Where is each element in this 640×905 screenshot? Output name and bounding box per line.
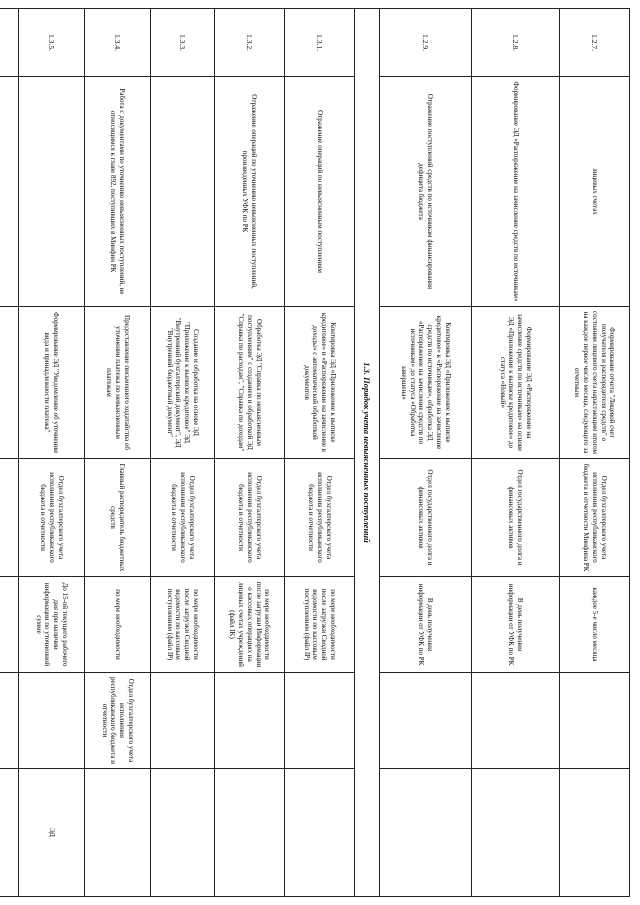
form	[380, 769, 472, 897]
receiver	[0, 673, 19, 769]
form	[85, 769, 151, 897]
row-number: 1.2.7.	[560, 9, 630, 77]
term: по мере необходимости после загрузки Информации о кассовых операциях на лицевых счетах учреждений (файл IK)	[215, 577, 285, 673]
row-number	[0, 9, 19, 77]
row-number: 1.2.9.	[380, 9, 472, 77]
receiver	[215, 673, 285, 769]
term: До 15-ой текущего рабочего дня при наличии информации по уточненной сумме	[19, 577, 85, 673]
term: В день получения информации от УФК по РК	[380, 577, 472, 673]
operation-name	[151, 77, 215, 307]
table-row	[151, 9, 215, 897]
procedure-table-body	[0, 9, 630, 897]
row-number: 1.3.4.	[85, 9, 151, 77]
form: ЭД	[19, 769, 85, 897]
operation-description: Формирование ЭД «Распоряжение на зачисление средств по источникам» на основе ЭД «Приложение к выписке кредитовое» до статуса «Новый»	[472, 307, 560, 459]
table-row	[215, 9, 285, 897]
operation-description: Формирование отчета "Лицевой счет получателя и распорядителя средств" о состоянии лицевого счета нарастающим итогом на каждое первое число месяца, следующего за отчетным	[560, 307, 630, 459]
receiver	[380, 673, 472, 769]
table-row	[560, 9, 630, 897]
executor: Отдел государственного долга и финансовых активов	[472, 459, 560, 577]
receiver	[472, 673, 560, 769]
table-row	[285, 9, 355, 897]
row-number: 1.3.5.	[19, 9, 85, 77]
operation-name: лицевых счетах	[560, 77, 630, 307]
executor	[0, 459, 19, 577]
operation-description	[0, 307, 19, 459]
operation-name: Работа с документами по уточнению невыясненных поступлений, не относящимся к главе 892, поступивших в Минфин РК	[85, 77, 151, 307]
operation-name	[0, 77, 19, 307]
table-row	[472, 9, 560, 897]
table-row	[380, 9, 472, 897]
table-row	[19, 9, 85, 897]
operation-description: Контировка ЭД «Приложение к выписке кредитовое» и «Распоряжение на зачисление в доходы» с автоматической обработкой документов	[285, 307, 355, 459]
operation-name: Отражение операций по уточнению невыясненных поступлений, произведенных УФК по РК	[215, 77, 285, 307]
form	[285, 769, 355, 897]
executor: Отдел государственного долга и финансовых активов	[380, 459, 472, 577]
receiver	[151, 673, 215, 769]
executor: Отдел бухгалтерского учета исполнения республиканского бюджета и отчетности	[215, 459, 285, 577]
operation-name	[19, 77, 85, 307]
operation-description: Предоставление письменного ходатайства об уточнении платежа по невыясненным платежам	[85, 307, 151, 459]
executor: Отдел бухгалтерского учета исполнения республиканского бюджета и отчетности Минфина РК	[560, 459, 630, 577]
form	[151, 769, 215, 897]
operation-description: Обработка ЭД "Справка по невыясненным поступлениям" с созданием и обработкой ЭД "Справка по расходам", "Справка по доходам"	[215, 307, 285, 459]
term: по мере необходимости после загрузки Сводной ведомости по кассовым поступлениям (файл IP)	[151, 577, 215, 673]
receiver	[285, 673, 355, 769]
receiver	[560, 673, 630, 769]
form	[215, 769, 285, 897]
executor: Главный распорядитель бюджетных средств	[85, 459, 151, 577]
row-number: 1.3.3.	[151, 9, 215, 77]
row-number: 1.3.1.	[285, 9, 355, 77]
row-number: 1.2.8.	[472, 9, 560, 77]
executor: Отдел бухгалтерского учета исполнения республиканского бюджета и отчетности	[19, 459, 85, 577]
operation-name: Формирование ЭД «Распоряжение на зачисление средств по источникам»	[472, 77, 560, 307]
term: по мере необходимости	[85, 577, 151, 673]
operation-description: Формирование ЭД "Уведомление об уточнении вида и принадлежности платежа"	[19, 307, 85, 459]
executor: Отдел бухгалтерского учета исполнения республиканского бюджета и отчетности	[151, 459, 215, 577]
receiver: Отдел бухгалтерского учета исполнения республиканского бюджета и отчетности	[85, 673, 151, 769]
term: каждое 5-е число месяца	[560, 577, 630, 673]
receiver	[19, 673, 85, 769]
operation-description: Создание и обработка на основе ЭД "Приложение к выписке кредитовое" ЭД "Внутренний бухгалтерский документ", ЭД "Внутренний бюджетный документ"	[151, 307, 215, 459]
procedure-table	[0, 8, 630, 897]
term	[0, 577, 19, 673]
form	[560, 769, 630, 897]
term: В день получения информации от УФК по РК	[472, 577, 560, 673]
table-row	[85, 9, 151, 897]
row-number: 1.3.2.	[215, 9, 285, 77]
form	[0, 769, 19, 897]
section-row	[355, 9, 380, 897]
section-title: 1.3. Порядок учета невыясненных поступлений	[355, 9, 380, 897]
operation-name: Отражение операций по невыясненным поступлениям	[285, 77, 355, 307]
operation-name: Отражение поступлений средств по источникам финансирования дефицита бюджета	[380, 77, 472, 307]
form	[472, 769, 560, 897]
table-row	[0, 9, 19, 897]
executor: Отдел бухгалтерского учета исполнения республиканского бюджета и отчетности	[285, 459, 355, 577]
operation-description: Контировка ЭД «Приложение к выписке кредитовое» к «Распоряжение на зачисление средств по источникам», обработка ЭД «Распоряжение на зачисление средств по источникам» до статуса «Обработка завершена»	[380, 307, 472, 459]
term: по мере необходимости после загрузки Сводной ведомости по кассовым поступлениям (файл IP)	[285, 577, 355, 673]
